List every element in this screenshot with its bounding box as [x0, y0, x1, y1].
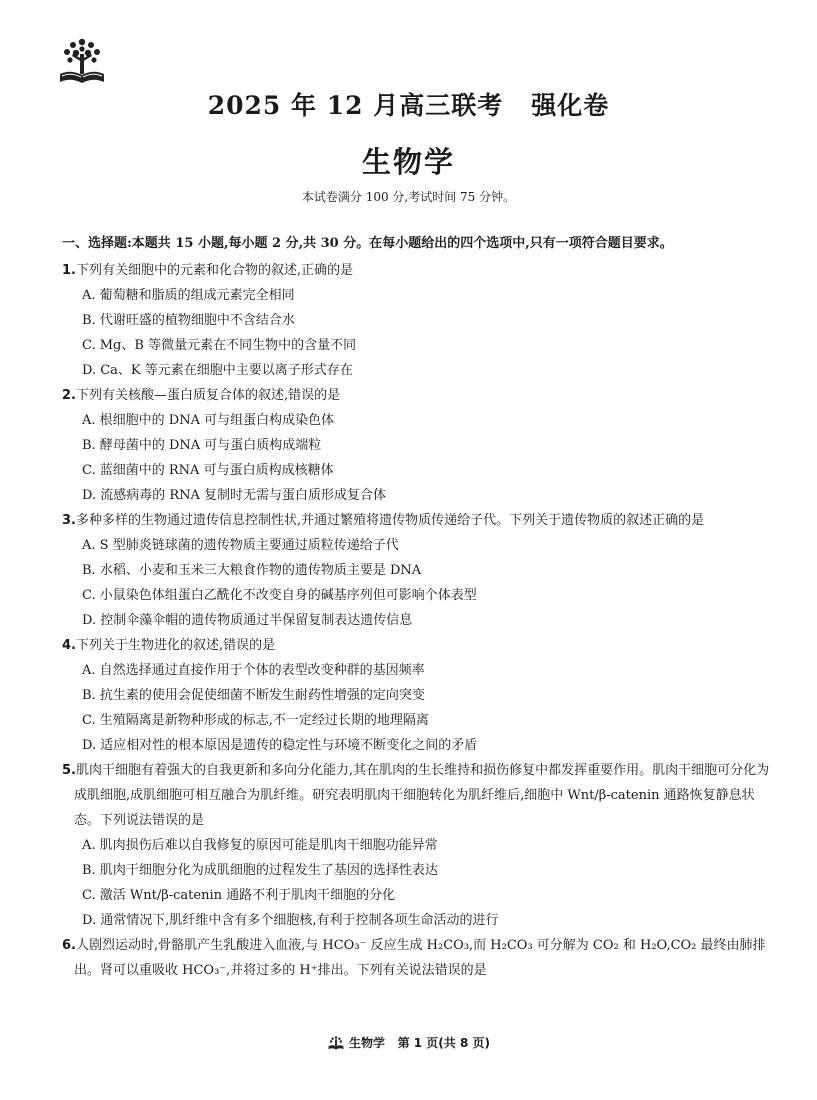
answer-option: A. 根细胞中的 DNA 可与组蛋白构成染色体	[82, 413, 335, 428]
question-text: 多种多样的生物通过遗传信息控制性状,并通过繁殖将遗传物质传递给子代。下列关于遗传物质的叙述正确的是	[75, 513, 705, 528]
question-item	[62, 258, 772, 383]
answer-option: C. 蓝细菌中的 RNA 可与蛋白质构成核糖体	[82, 463, 334, 478]
exam-title	[0, 86, 817, 122]
exam-note: 本试卷满分 100 分,考试时间 75 分钟。	[301, 190, 516, 204]
question-item	[62, 933, 772, 983]
answer-option: D. 控制伞藻伞帽的遗传物质通过半保留复制表达遗传信息	[82, 613, 413, 628]
answer-option: A. 肌肉损伤后难以自我修复的原因可能是肌肉干细胞功能异常	[82, 838, 438, 853]
question-number: 2.	[62, 388, 76, 403]
question-section	[62, 232, 772, 983]
answer-option: C. 小鼠染色体组蛋白乙酰化不改变自身的碱基序列但可影响个体表型	[82, 588, 477, 603]
exam-title-main: 2025 年 12 月高三联考	[207, 91, 504, 120]
answer-option: C. Mg、B 等微量元素在不同生物中的含量不同	[82, 338, 357, 353]
question-stem	[62, 758, 772, 833]
question-item	[62, 383, 772, 508]
question-item	[62, 508, 772, 633]
question-number: 3.	[62, 513, 76, 528]
answer-option: D. 通常情况下,肌纤维中含有多个细胞核,有利于控制各项生命活动的进行	[82, 913, 499, 928]
question-stem	[62, 508, 772, 533]
answer-option: B. 肌肉干细胞分化为成肌细胞的过程发生了基因的选择性表达	[82, 863, 438, 878]
question-number: 1.	[62, 263, 76, 278]
answer-option: A. 自然选择通过直接作用于个体的表型改变种群的基因频率	[82, 663, 425, 678]
question-stem	[62, 933, 772, 983]
question-text: 肌肉干细胞有着强大的自我更新和多向分化能力,其在肌肉的生长维持和损伤修复中都发挥重要作用。肌肉干细胞可分化为成肌细胞,成肌细胞可相互融合为肌纤维。研究表明肌肉干细胞转化为肌纤维后,细胞中 Wnt/β-catenin 通路恢复静息状态。下列说法错误的是	[74, 763, 770, 828]
tree-book-logo-icon	[327, 1035, 345, 1051]
subject-title: 生物学	[361, 145, 455, 179]
answer-option: B. 水稻、小麦和玉米三大粮食作物的遗传物质主要是 DNA	[82, 563, 422, 578]
question-stem	[62, 258, 772, 283]
footer-page-number: 第 1 页(共 8 页)	[397, 1036, 490, 1050]
answer-option: C. 激活 Wnt/β-catenin 通路不利于肌肉干细胞的分化	[82, 888, 396, 903]
answer-option: C. 生殖隔离是新物种形成的标志,不一定经过长期的地理隔离	[82, 713, 429, 728]
footer-subject: 生物学	[349, 1036, 386, 1050]
question-stem	[62, 633, 772, 658]
answer-option: A. 葡萄糖和脂质的组成元素完全相同	[82, 288, 295, 303]
question-stem	[62, 383, 772, 408]
question-number: 5.	[62, 763, 76, 778]
question-list	[62, 258, 772, 983]
answer-option: D. Ca、K 等元素在细胞中主要以离子形式存在	[82, 363, 353, 378]
question-item	[62, 633, 772, 758]
question-number: 4.	[62, 638, 76, 653]
question-number: 6.	[62, 938, 76, 953]
question-text: 下列有关细胞中的元素和化合物的叙述,正确的是	[75, 263, 354, 278]
answer-option: B. 抗生素的使用会促使细菌不断发生耐药性增强的定向突变	[82, 688, 425, 703]
question-text: 下列关于生物进化的叙述,错误的是	[75, 638, 276, 653]
exam-title-variant: 强化卷	[531, 91, 610, 120]
answer-option: A. S 型肺炎链球菌的遗传物质主要通过质粒传递给子代	[82, 538, 399, 553]
page-footer	[0, 1034, 817, 1051]
question-text: 人剧烈运动时,骨骼肌产生乳酸进入血液,与 HCO₃⁻ 反应生成 H₂CO₃,而 H₂CO₃ 可分解为 CO₂ 和 H₂O,CO₂ 最终由肺排出。肾可以重吸收 HCO₃⁻,并将过多的 H⁺排出。下列有关说法错误的是	[74, 938, 766, 978]
answer-option: D. 适应相对性的根本原因是遗传的稳定性与环境不断变化之间的矛盾	[82, 738, 478, 753]
answer-option: B. 酵母菌中的 DNA 可与蛋白质构成端粒	[82, 438, 322, 453]
tree-book-logo-icon	[56, 36, 108, 88]
question-text: 下列有关核酸—蛋白质复合体的叙述,错误的是	[75, 388, 341, 403]
question-item	[62, 758, 772, 933]
section-heading: 一、选择题:本题共 15 小题,每小题 2 分,共 30 分。在每小题给出的四个选项中,只有一项符合题目要求。	[62, 236, 673, 251]
answer-option: B. 代谢旺盛的植物细胞中不含结合水	[82, 313, 295, 328]
answer-option: D. 流感病毒的 RNA 复制时无需与蛋白质形成复合体	[82, 488, 387, 503]
